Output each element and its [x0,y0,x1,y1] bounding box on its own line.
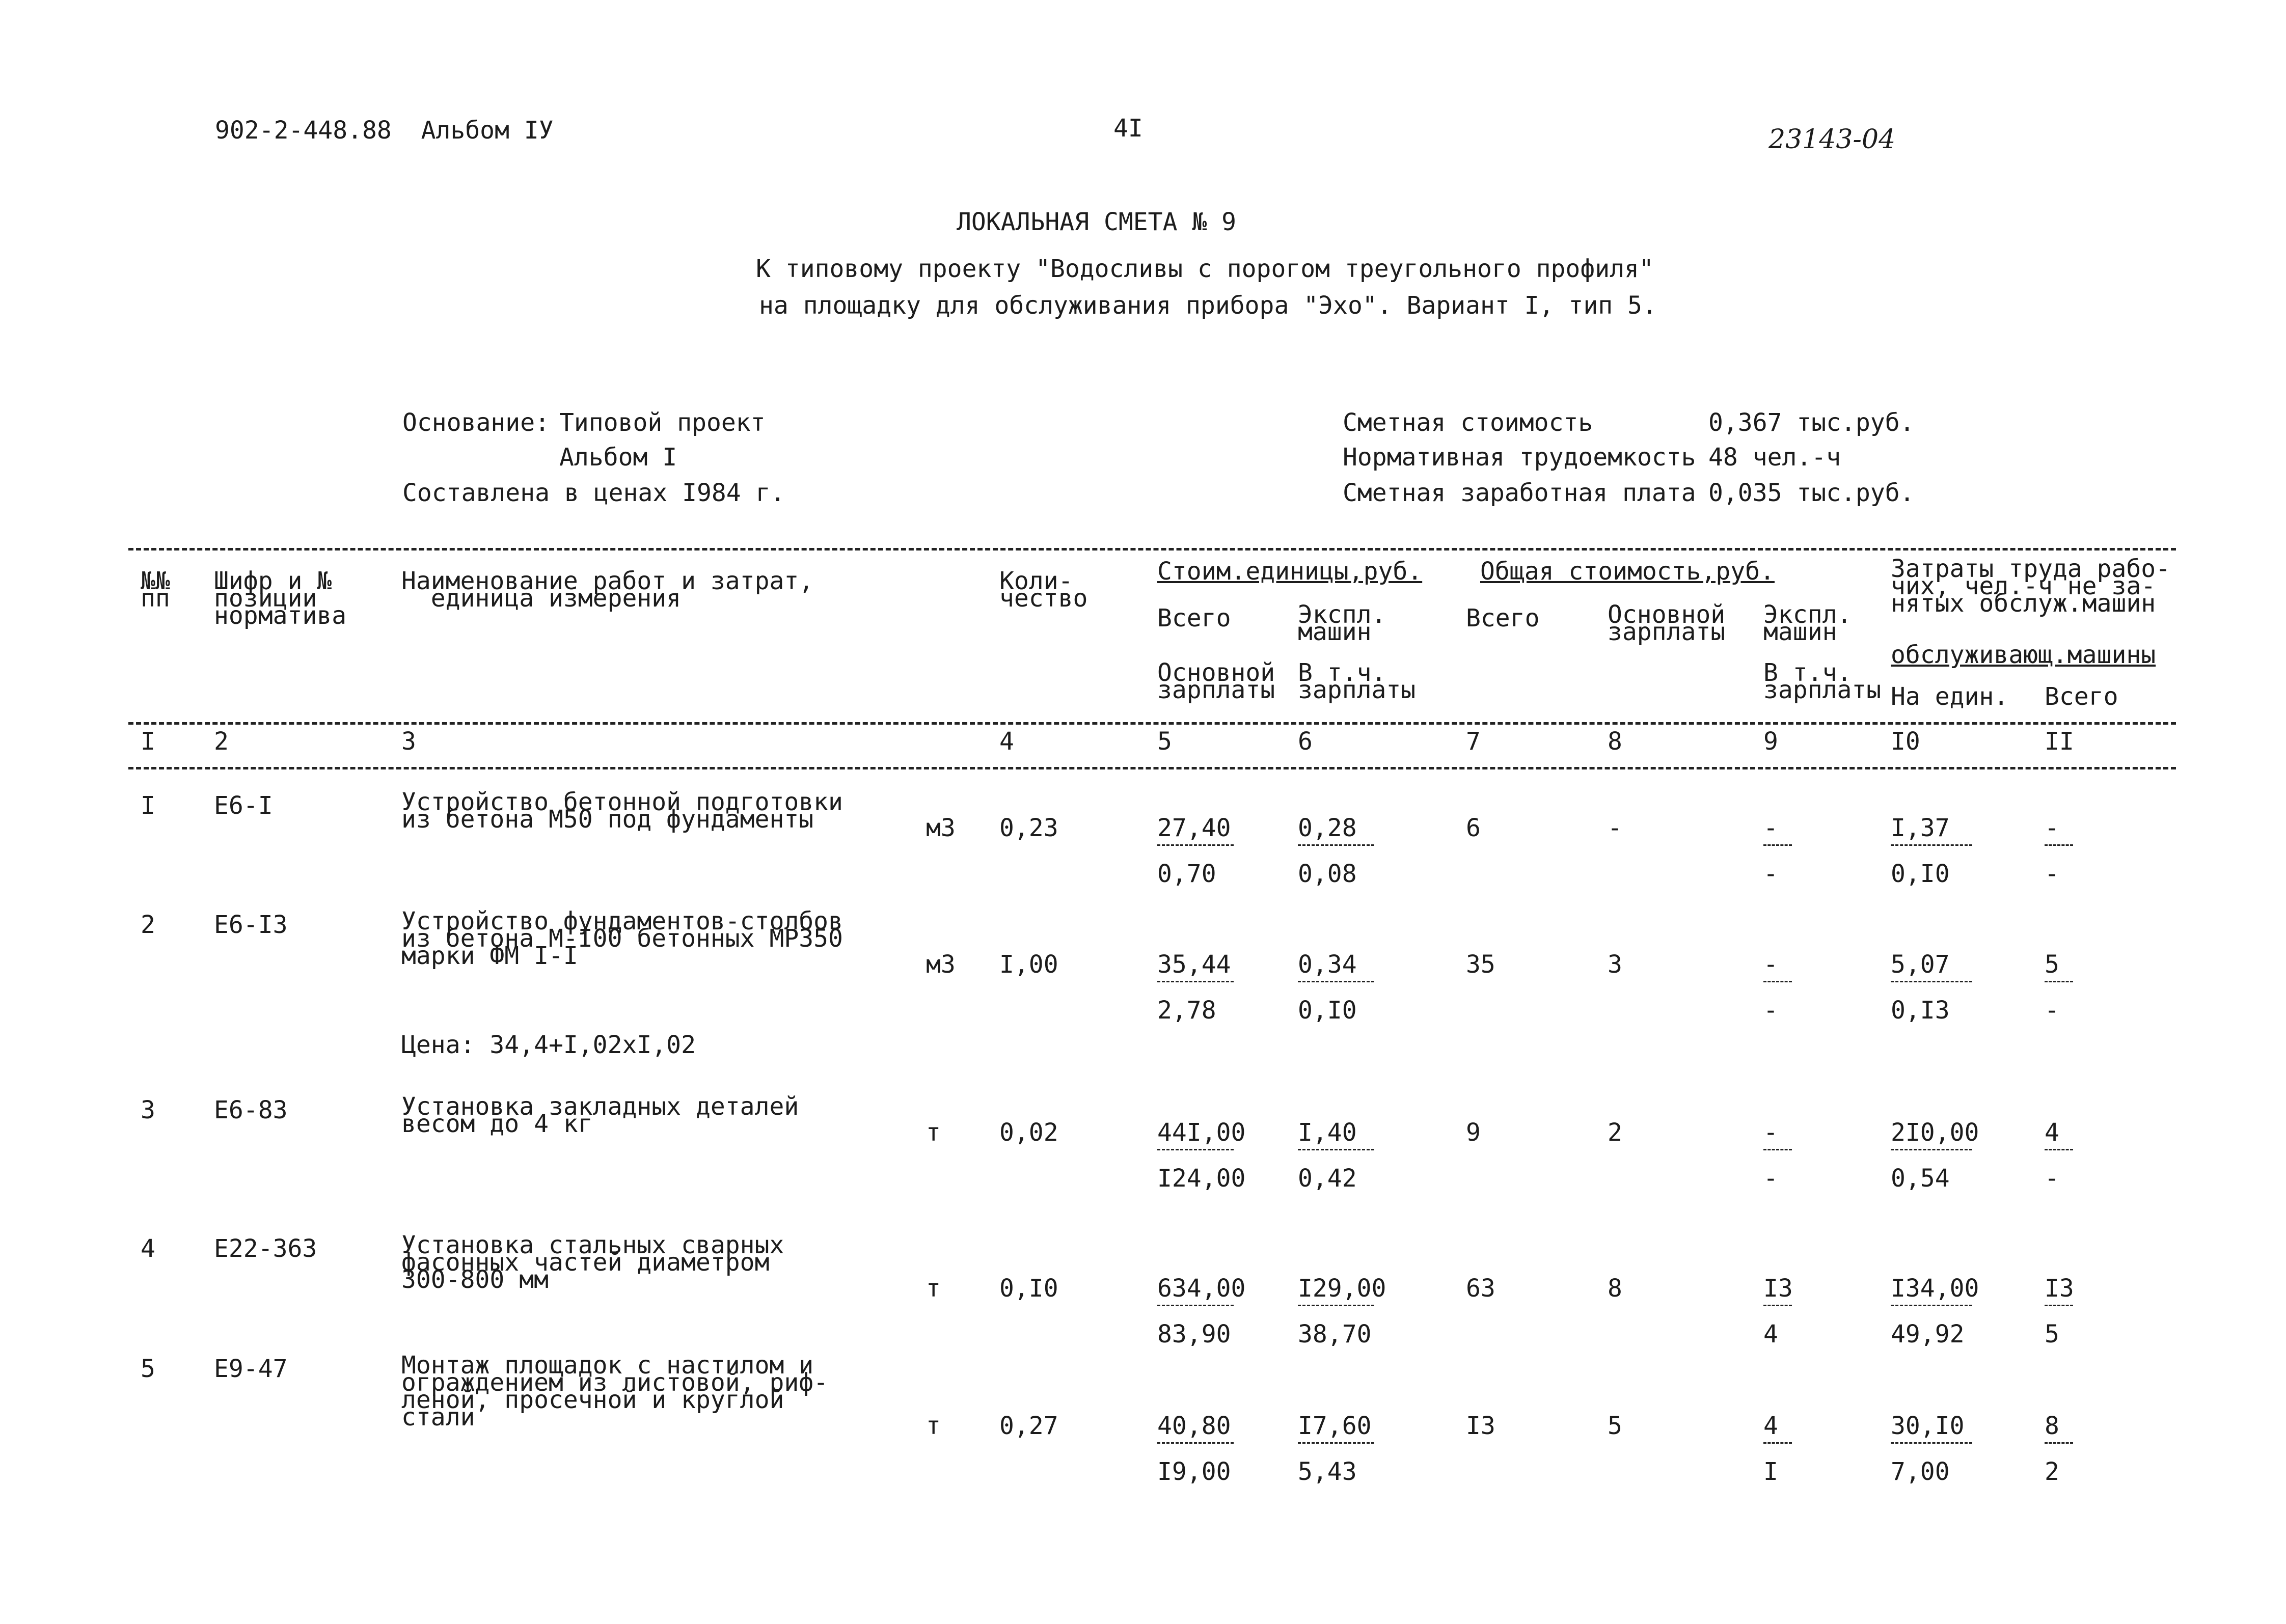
fraction-cell-c11 [2045,950,2073,1025]
col-header-machines-1: Экспл. машин [1298,600,1386,646]
fraction-denominator: 7,00 [1891,1457,1950,1486]
fraction-bar [1891,1305,1972,1306]
col-index-1: I [141,727,155,756]
fraction-numerator: - [1763,814,1778,842]
row-total-all: 35 [1466,950,1495,979]
table-header-rule [128,722,2176,725]
fraction-cell-c9 [1763,950,1792,1025]
fraction-numerator: I3 [1763,1274,1793,1303]
col-header-code: Шифр и № позиции норматива [214,567,347,630]
col-index-4: 4 [999,727,1014,756]
fraction-numerator: I,40 [1298,1118,1357,1147]
fraction-denominator: - [2045,1164,2059,1193]
fraction-bar [2045,1305,2073,1306]
fraction-numerator: I7,60 [1298,1412,1372,1440]
fraction-cell-c5 [1157,814,1234,888]
col-index-6: 6 [1298,727,1313,756]
fraction-numerator: 44I,00 [1157,1118,1246,1147]
row-code: Е6-83 [214,1096,288,1124]
col-header-per-unit: На един. [1891,682,2009,711]
fraction-cell-c9 [1763,814,1792,888]
row-unit: м3 [926,814,956,842]
fraction-cell-c10 [1891,814,1972,888]
row-code: Е9-47 [214,1355,288,1383]
fraction-bar [1157,844,1234,846]
row-quantity: I,00 [999,950,1058,979]
fraction-bar [2045,981,2073,982]
fraction-denominator: I9,00 [1157,1457,1231,1486]
fraction-cell-c10 [1891,1118,1979,1193]
row-total-all: I3 [1466,1412,1495,1440]
fraction-cell-c5 [1157,950,1234,1025]
summary-cost-value: 0,367 тыс.руб. [1708,408,1915,437]
col-header-all-1: Всего [1157,604,1231,632]
row-name: Установка закладных деталей весом до 4 кг [401,1092,799,1138]
subtitle-line-2: на площадку для обслуживания прибора "Эхо". Вариант I, тип 5. [759,291,1657,320]
row-quantity: 0,27 [999,1412,1058,1440]
handwritten-number: 23143-04 [1768,124,1896,155]
fraction-cell-c5 [1157,1118,1246,1193]
row-total-wage: 8 [1608,1274,1622,1303]
fraction-cell-c6 [1298,1118,1374,1193]
col-header-incl-wage-2: В т.ч. зарплаты [1763,658,1882,704]
fraction-denominator: 0,I0 [1891,860,1950,888]
fraction-bar [1157,1305,1234,1306]
summary-wage-value: 0,035 тыс.руб. [1708,479,1915,507]
fraction-numerator: 30,I0 [1891,1412,1965,1440]
fraction-cell-c5 [1157,1412,1234,1486]
row-unit: т [926,1412,941,1440]
fraction-denominator: - [1763,1164,1778,1193]
fraction-cell-c11 [2045,1412,2073,1486]
fraction-denominator: I [1763,1457,1778,1486]
fraction-numerator: 0,28 [1298,814,1357,842]
col-header-total: Всего [2045,682,2118,711]
fraction-cell-c9 [1763,1274,1793,1348]
fraction-numerator: I3 [2045,1274,2074,1303]
fraction-bar [1298,1149,1374,1150]
fraction-denominator: 83,90 [1157,1320,1231,1348]
row-unit: т [926,1118,941,1147]
row-total-wage: 5 [1608,1412,1622,1440]
row-number: 3 [141,1096,155,1124]
row-total-all: 63 [1466,1274,1495,1303]
col-header-num: №№ пп [141,567,170,613]
fraction-cell-c5 [1157,1274,1246,1348]
page-title: ЛОКАЛЬНАЯ СМЕТА № 9 [957,208,1237,236]
fraction-denominator: 2,78 [1157,996,1216,1025]
fraction-denominator: 0,I3 [1891,996,1950,1025]
basis-project: Типовой проект [559,408,766,437]
col-index-3: 3 [401,727,416,756]
col-group-unit-cost: Стоим.единицы,руб. [1157,557,1423,586]
fraction-denominator: 5 [2045,1320,2059,1348]
col-index-9: 9 [1763,727,1778,756]
col-header-basic-wage: Основной зарплаты [1608,600,1726,646]
fraction-cell-c9 [1763,1118,1792,1193]
summary-cost-label: Сметная стоимость [1343,408,1593,437]
row-price-note: Цена: 34,4+I,02xI,02 [401,1031,696,1059]
fraction-cell-c11 [2045,1274,2074,1348]
fraction-bar [1763,844,1792,846]
fraction-numerator: 2I0,00 [1891,1118,1979,1147]
fraction-numerator: 634,00 [1157,1274,1246,1303]
fraction-cell-c9 [1763,1412,1792,1486]
fraction-bar [1298,844,1374,846]
fraction-numerator: 4 [2045,1118,2059,1147]
col-group-total-cost: Общая стоимость,руб. [1480,557,1775,586]
fraction-denominator: 4 [1763,1320,1778,1348]
row-code: Е6-I [214,791,273,820]
fraction-numerator: 5 [2045,950,2059,979]
fraction-denominator: 2 [2045,1457,2059,1486]
col-index-10: I0 [1891,727,1920,756]
fraction-bar [1763,1149,1792,1150]
row-name: Монтаж площадок с настилом и ограждением из листовой, риф- леной, просечной и круглой стали [401,1351,829,1432]
fraction-bar [1763,1442,1792,1444]
fraction-numerator: - [2045,814,2059,842]
summary-labor-label: Нормативная трудоемкость [1343,443,1696,472]
fraction-cell-c11 [2045,814,2073,888]
fraction-numerator: I29,00 [1298,1274,1386,1303]
fraction-cell-c10 [1891,1274,1979,1348]
row-total-all: 6 [1466,814,1481,842]
fraction-bar [1763,1305,1792,1306]
col-header-basic-wage-2: Основной зарплаты [1157,658,1275,704]
row-total-all: 9 [1466,1118,1481,1147]
fraction-cell-c10 [1891,1412,1972,1486]
fraction-bar [1298,981,1374,982]
col-group-labor-sub: обслуживающ.машины [1891,641,2156,669]
fraction-bar [1157,1442,1234,1444]
fraction-denominator: 0,54 [1891,1164,1950,1193]
row-total-wage: 2 [1608,1118,1622,1147]
col-index-11: II [2045,727,2074,756]
summary-labor-value: 48 чел.-ч [1708,443,1841,472]
fraction-denominator: - [2045,860,2059,888]
fraction-numerator: 5,07 [1891,950,1950,979]
row-total-wage: - [1608,814,1622,842]
fraction-bar [2045,844,2073,846]
col-index-5: 5 [1157,727,1172,756]
fraction-bar [2045,1442,2073,1444]
basis-album: Альбом I [559,443,677,472]
subtitle-line-1: К типовому проекту "Водосливы с порогом треугольного профиля" [756,255,1654,283]
fraction-bar [1891,981,1972,982]
fraction-denominator: - [1763,996,1778,1025]
fraction-denominator: 0,70 [1157,860,1216,888]
fraction-denominator: 0,42 [1298,1164,1357,1193]
table-index-rule [128,767,2176,769]
row-name: Установка стальных сварных фасонных частей диаметром 300-800 мм [401,1231,784,1294]
col-header-machines-2: Экспл. машин [1763,600,1852,646]
fraction-numerator: 27,40 [1157,814,1231,842]
fraction-numerator: I34,00 [1891,1274,1979,1303]
row-code: Е6-I3 [214,911,288,939]
col-header-name: Наименование работ и затрат, единица измерения [401,567,814,613]
row-total-wage: 3 [1608,950,1622,979]
fraction-bar [1298,1442,1374,1444]
summary-wage-label: Сметная заработная плата [1343,479,1696,507]
row-number: I [141,791,155,820]
row-code: Е22-363 [214,1234,317,1263]
fraction-numerator: 8 [2045,1412,2059,1440]
fraction-denominator: - [1763,860,1778,888]
fraction-numerator: - [1763,1118,1778,1147]
fraction-denominator: - [2045,996,2059,1025]
fraction-denominator: I24,00 [1157,1164,1246,1193]
document-code: 902-2-448.88 Альбом IУ [215,116,554,145]
fraction-cell-c6 [1298,814,1374,888]
fraction-denominator: 0,08 [1298,860,1357,888]
fraction-denominator: 49,92 [1891,1320,1965,1348]
fraction-cell-c10 [1891,950,1972,1025]
basis-label: Основание: [402,408,550,437]
fraction-numerator: - [1763,950,1778,979]
col-header-qty: Коли- чество [999,567,1088,613]
fraction-bar [1157,981,1234,982]
fraction-numerator: 0,34 [1298,950,1357,979]
row-name: Устройство бетонной подготовки из бетона М50 под фундаменты [401,788,843,834]
row-unit: м3 [926,950,956,979]
col-index-8: 8 [1608,727,1622,756]
fraction-cell-c6 [1298,1412,1374,1486]
row-unit: т [926,1274,941,1303]
row-quantity: 0,02 [999,1118,1058,1147]
fraction-cell-c6 [1298,950,1374,1025]
row-quantity: 0,I0 [999,1274,1058,1303]
fraction-bar [1891,844,1972,846]
row-name: Устройство фундаментов-столбов из бетона М-I00 бетонных МР350 марки ФМ I-I [401,907,843,970]
fraction-bar [2045,1149,2073,1150]
fraction-cell-c6 [1298,1274,1386,1348]
fraction-denominator: 38,70 [1298,1320,1372,1348]
row-number: 5 [141,1355,155,1383]
col-index-2: 2 [214,727,229,756]
fraction-cell-c11 [2045,1118,2073,1193]
col-group-labor: Затраты труда рабо- чих, чел.-ч не за- нятых обслуж.машин [1891,555,2171,618]
fraction-numerator: 4 [1763,1412,1778,1440]
basis-prices: Составлена в ценах I984 г. [402,479,785,507]
col-header-all-2: Всего [1466,604,1540,632]
fraction-numerator: 35,44 [1157,950,1231,979]
fraction-numerator: 40,80 [1157,1412,1231,1440]
row-number: 4 [141,1234,155,1263]
fraction-bar [1298,1305,1374,1306]
fraction-denominator: 5,43 [1298,1457,1357,1486]
fraction-bar [1891,1442,1972,1444]
fraction-denominator: 0,I0 [1298,996,1357,1025]
col-header-incl-wage-1: В т.ч. зарплаты [1298,658,1416,704]
fraction-numerator: I,37 [1891,814,1950,842]
col-index-7: 7 [1466,727,1481,756]
fraction-bar [1157,1149,1234,1150]
page-number: 4I [1113,114,1143,143]
fraction-bar [1763,981,1792,982]
table-top-rule [128,548,2176,550]
row-number: 2 [141,911,155,939]
fraction-bar [1891,1149,1972,1150]
row-quantity: 0,23 [999,814,1058,842]
